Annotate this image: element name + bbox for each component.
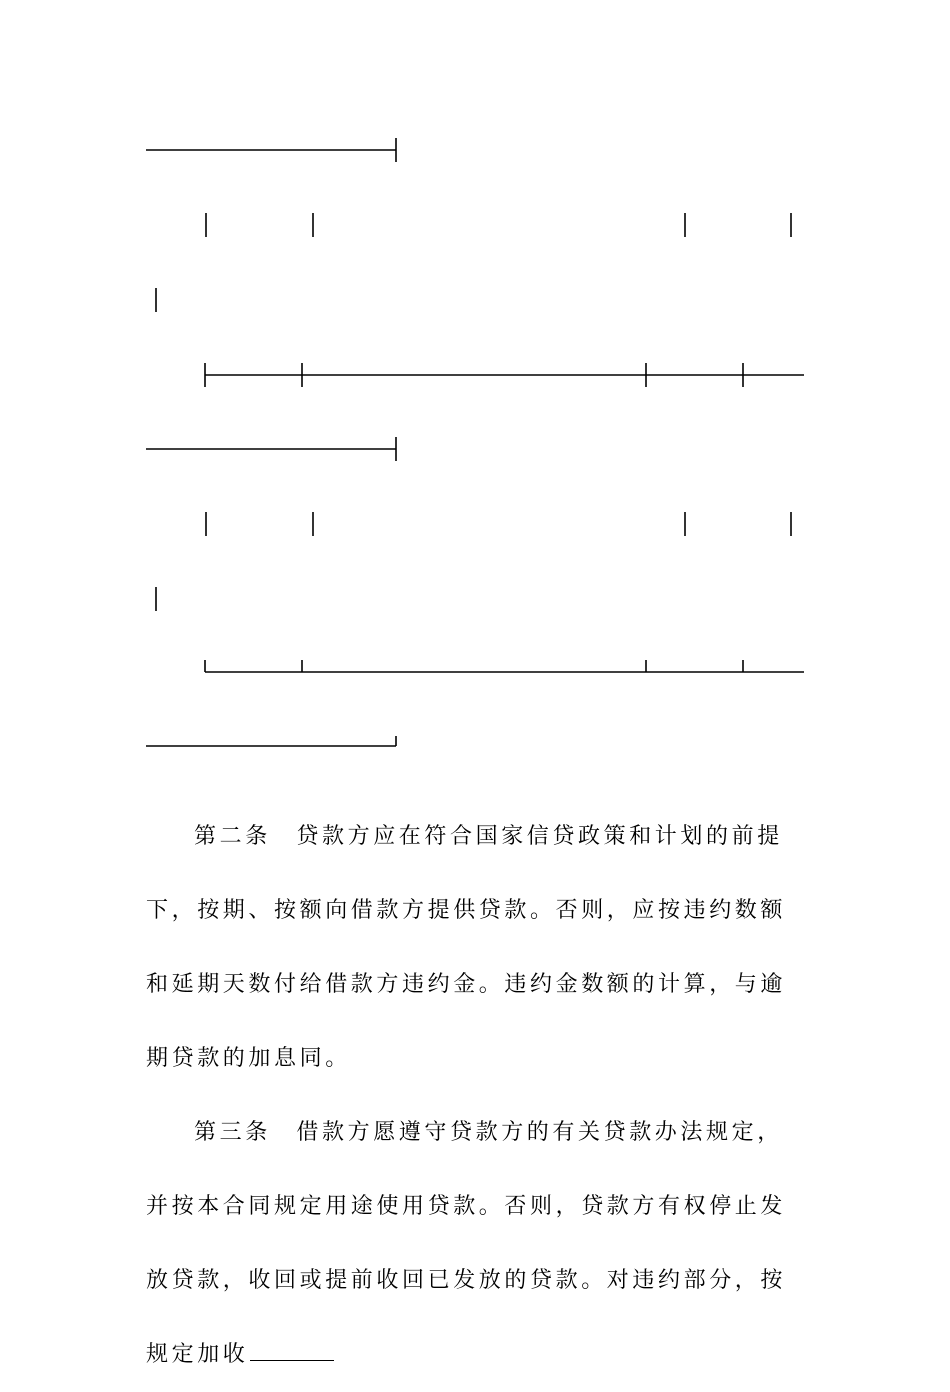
fill-in-blank	[250, 1336, 334, 1361]
article-2-paragraph: 第二条 贷款方应在符合国家信贷政策和计划的前提下，按期、按额向借款方提供贷款。否则，应按违约数额和延期天数付给借款方违约金。违约金数额的计算，与逾期贷款的加息同。	[146, 824, 787, 1071]
article-3-paragraph	[146, 1096, 806, 1392]
article-3-text: 第三条 借款方愿遵守贷款方的有关贷款办法规定，并按本合同规定用途使用贷款。否则，贷款方有权停止发放贷款，收回或提前收回已发放的贷款。对违约部分，按规定加收	[146, 1120, 787, 1367]
body-text	[146, 800, 806, 1392]
